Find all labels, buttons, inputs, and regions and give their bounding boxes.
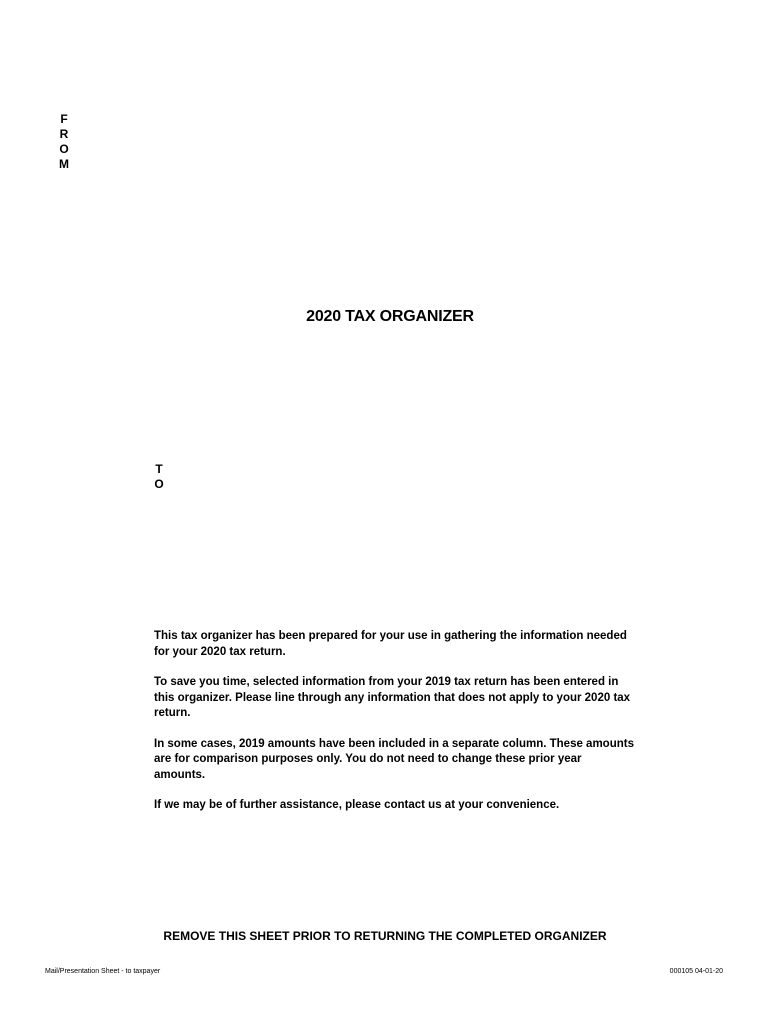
paragraph-prior-info: To save you time, selected information from your 2019 tax return has been entered in this organizer. Please line through any information that does not apply to your 2020 tax return. xyxy=(154,676,631,719)
paragraph-comparison: In some cases, 2019 amounts have been included in a separate column. These amounts are for comparison purposes only. You do not need to change these prior year amounts. xyxy=(154,737,634,781)
from-label xyxy=(57,112,71,172)
remove-sheet-notice: REMOVE THIS SHEET PRIOR TO RETURNING THE COMPLETED ORGANIZER xyxy=(163,929,607,943)
from-letter: O xyxy=(59,142,69,156)
to-letter: T xyxy=(155,462,163,476)
instructions-text xyxy=(154,629,634,829)
footer-form-code: 000105 04-01-20 xyxy=(669,968,723,975)
paragraph-purpose: This tax organizer has been prepared for your use in gathering the information needed for your 2020 tax return. xyxy=(154,630,627,658)
paragraph-contact: If we may be of further assistance, please contact us at your convenience. xyxy=(154,799,560,811)
to-letter: O xyxy=(154,477,164,491)
from-letter: M xyxy=(59,157,69,171)
page-title: 2020 TAX ORGANIZER xyxy=(306,308,474,325)
from-letter: F xyxy=(60,112,68,126)
to-label xyxy=(153,462,165,492)
from-letter: R xyxy=(59,127,69,141)
footer-form-name: Mail/Presentation Sheet - to taxpayer xyxy=(45,968,161,975)
